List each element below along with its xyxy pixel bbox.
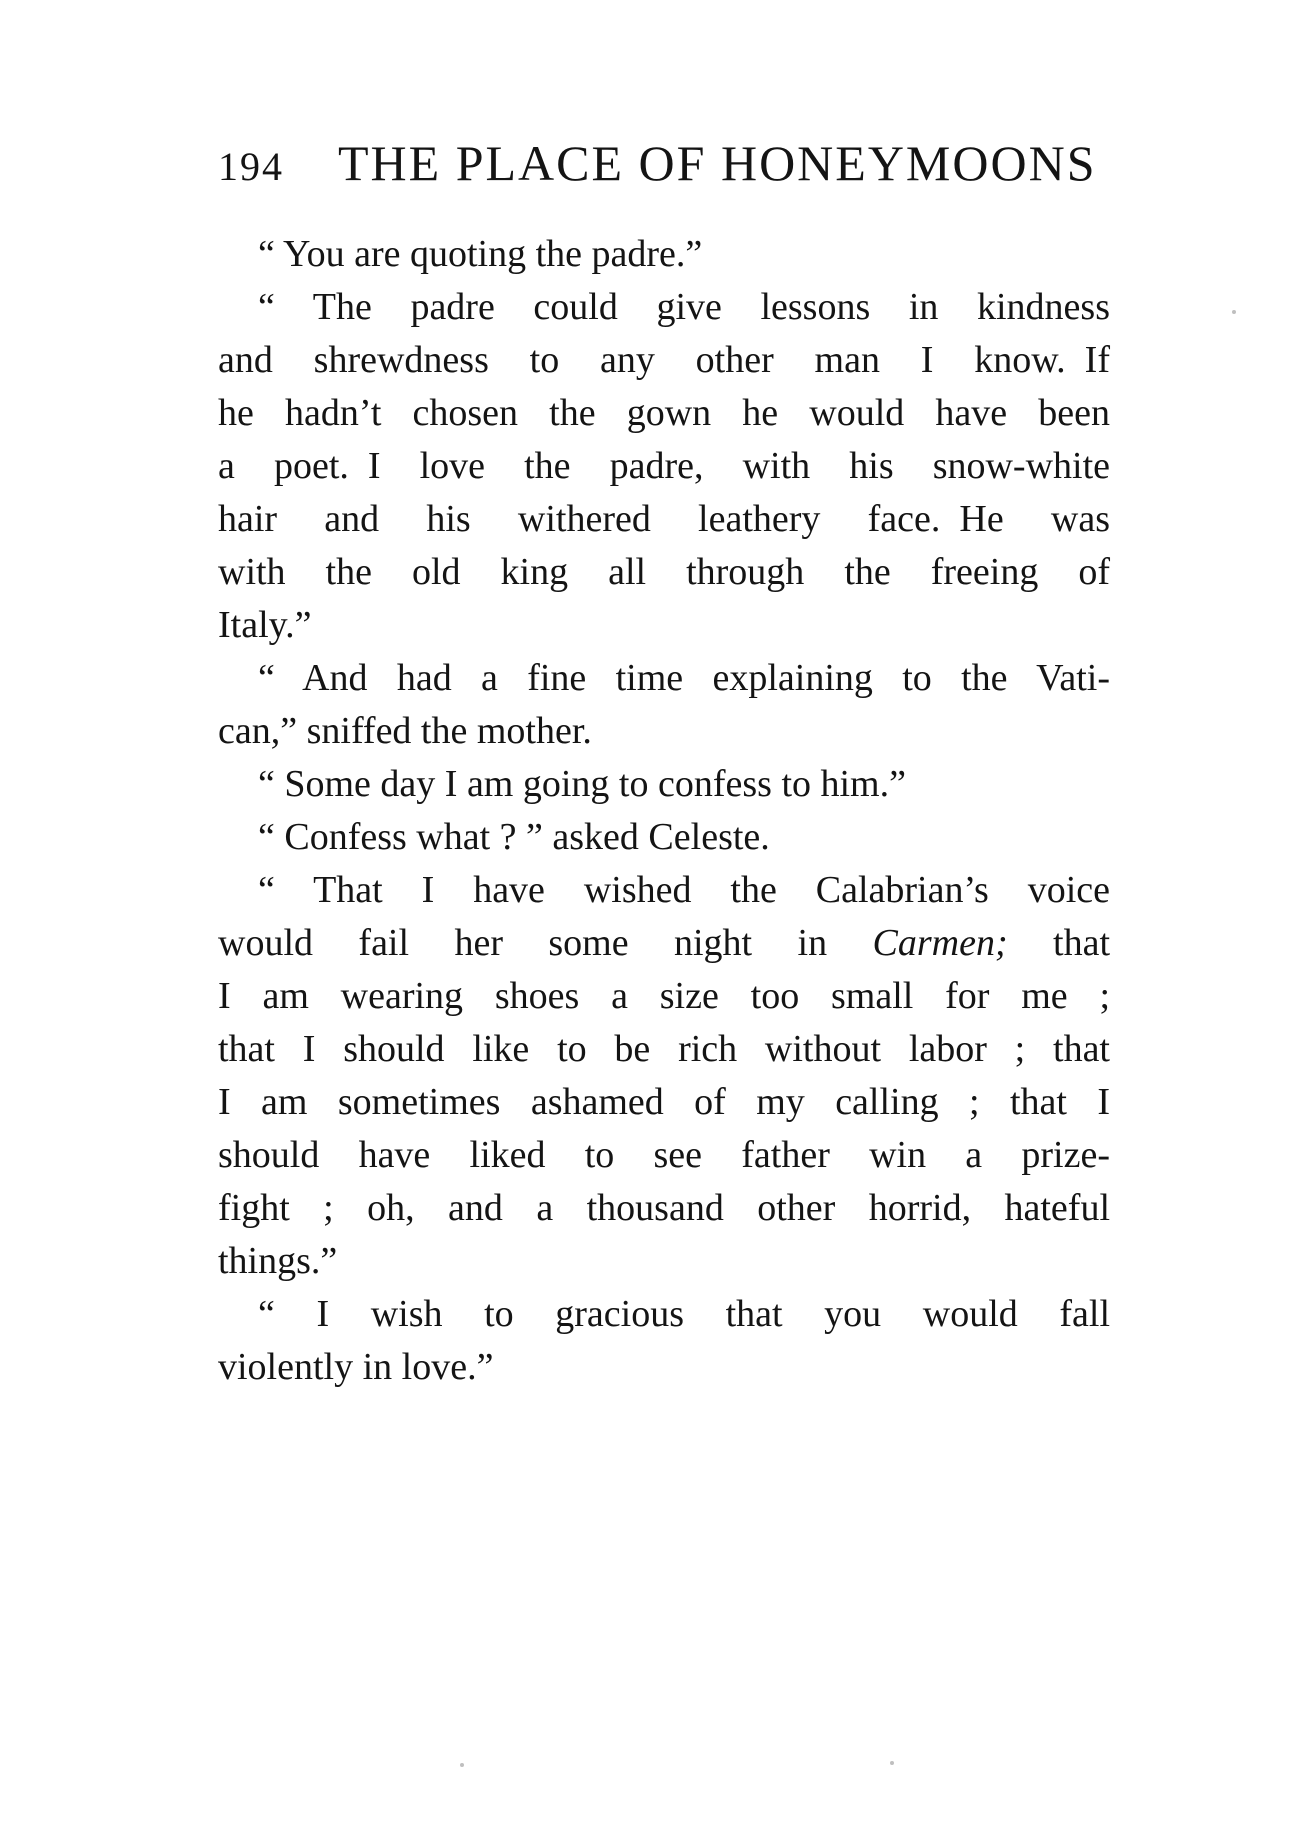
- text-line: [218, 1129, 1110, 1182]
- text-line: [218, 493, 1110, 546]
- scan-speck: [890, 1761, 894, 1765]
- text-segment: things.”: [218, 1240, 338, 1282]
- text-segment: “ And had a fine time explaining to the Vati-: [258, 657, 1110, 699]
- text-line: [218, 864, 1110, 917]
- text-segment: and shrewdness to any other man I know. If: [218, 339, 1110, 381]
- text-line: [218, 811, 1110, 864]
- text-line: [218, 440, 1110, 493]
- paragraph: [218, 1288, 1110, 1394]
- text-line: [218, 970, 1110, 1023]
- text-line: [218, 1182, 1110, 1235]
- text-segment: that I should like to be rich without labor ; that: [218, 1028, 1110, 1070]
- text-segment: “ You are quoting the padre.”: [258, 233, 703, 275]
- text-segment: Italy.”: [218, 604, 312, 646]
- text-segment: can,” sniffed the mother.: [218, 710, 592, 752]
- text-segment: with the old king all through the freeing of: [218, 551, 1110, 593]
- text-segment: hair and his withered leathery face. He was: [218, 498, 1110, 540]
- paragraph: [218, 281, 1110, 652]
- text-line: [218, 281, 1110, 334]
- text-line: [218, 758, 1110, 811]
- paragraph: [218, 864, 1110, 1288]
- italic-word: Carmen;: [872, 922, 1008, 964]
- paragraph: [218, 652, 1110, 758]
- text-segment: “ That I have wished the Calabrian’s voice: [258, 869, 1110, 911]
- text-line: [218, 1288, 1110, 1341]
- scan-speck: [1232, 310, 1236, 314]
- text-line: [218, 917, 1110, 970]
- text-line: [218, 1235, 1110, 1288]
- paragraph: [218, 228, 1110, 281]
- text-line: [218, 334, 1110, 387]
- text-segment: violently in love.”: [218, 1346, 494, 1388]
- text-line: [218, 1023, 1110, 1076]
- text-segment: “ I wish to gracious that you would fall: [258, 1293, 1110, 1335]
- text-segment: he hadn’t chosen the gown he would have been: [218, 392, 1110, 434]
- paragraph: [218, 811, 1110, 864]
- text-line: [218, 705, 1110, 758]
- text-segment: “ Confess what ? ” asked Celeste.: [258, 816, 770, 858]
- text-line: [218, 599, 1110, 652]
- text-segment: “ The padre could give lessons in kindness: [258, 286, 1110, 328]
- text-line: [218, 1076, 1110, 1129]
- text-line: [218, 652, 1110, 705]
- text-block: [218, 228, 1110, 1394]
- text-line: [218, 387, 1110, 440]
- text-segment: I am sometimes ashamed of my calling ; that I: [218, 1081, 1110, 1123]
- text-segment: that: [1007, 922, 1110, 964]
- text-segment: a poet. I love the padre, with his snow-white: [218, 445, 1110, 487]
- scan-speck: [460, 1763, 464, 1767]
- text-segment: I am wearing shoes a size too small for me ;: [218, 975, 1110, 1017]
- text-segment: would fail her some night in: [218, 922, 873, 964]
- text-segment: should have liked to see father win a prize-: [218, 1134, 1110, 1176]
- text-segment: “ Some day I am going to confess to him.”: [258, 763, 906, 805]
- page-number: 194: [218, 144, 284, 189]
- paragraph: [218, 758, 1110, 811]
- running-title: THE PLACE OF HONEYMOONS: [338, 135, 1097, 191]
- text-segment: fight ; oh, and a thousand other horrid, hateful: [218, 1187, 1110, 1229]
- page-header: [218, 135, 1110, 191]
- text-line: [218, 1341, 1110, 1394]
- text-line: [218, 546, 1110, 599]
- text-line: [218, 228, 1110, 281]
